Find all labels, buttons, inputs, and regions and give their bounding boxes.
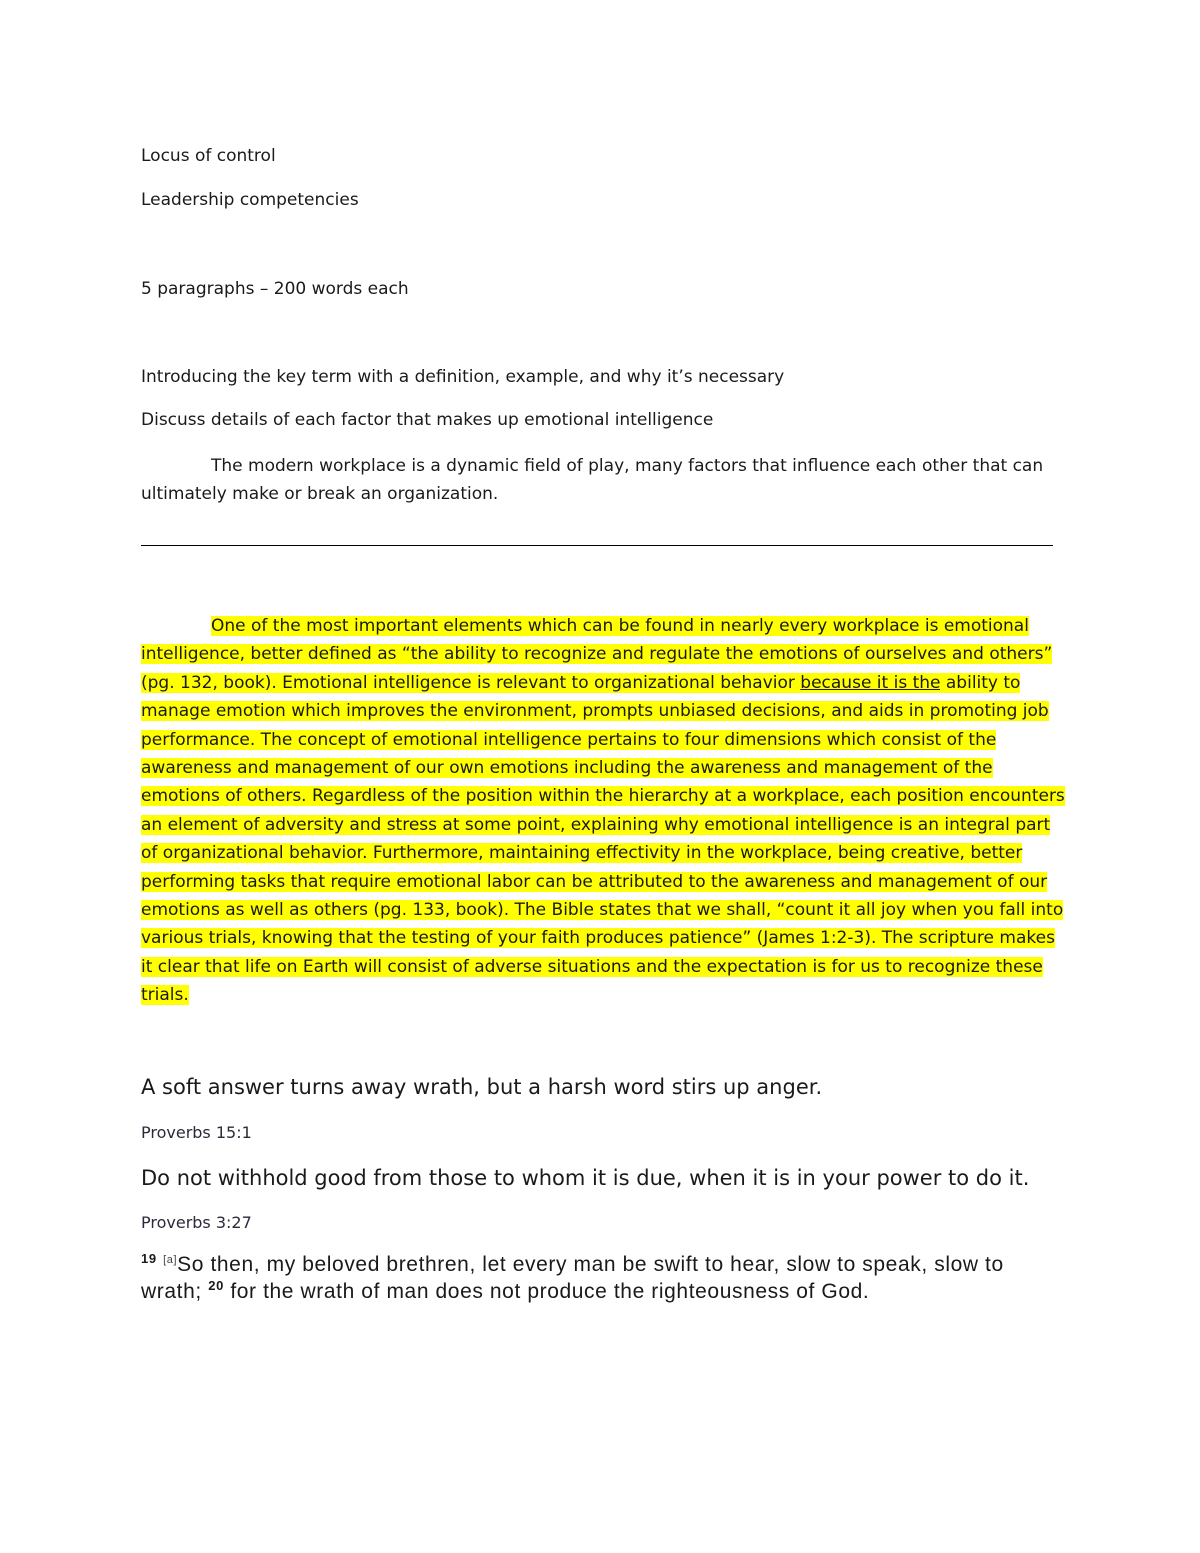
verse-number-20: 20 [208,1278,224,1293]
main-paragraph-underlined-text: because it is the [800,672,941,693]
horizontal-divider [141,545,1053,546]
proverbs-15-1-quote: A soft answer turns away wrath, but a harsh word stirs up anger. [141,1075,823,1099]
james-verse-passage [141,1251,1061,1305]
intro-paragraph: The modern workplace is a dynamic field of play, many factors that influence each other that can ultimately make or break an organization. [141,456,1044,505]
prompt-introduction: Introducing the key term with a definition, example, and why it’s necessary [141,367,785,387]
proverbs-15-1-citation: Proverbs 15:1 [141,1123,252,1142]
verse-19-text: So then, my beloved brethren, let every man be swift to hear, slow to speak, slow to wrath; [141,1253,1004,1303]
word-count-requirement: 5 paragraphs – 200 words each [141,279,409,299]
proverbs-3-27-quote: Do not withhold good from those to whom it is due, when it is in your power to do it. [141,1166,1030,1190]
proverbs-3-27-citation: Proverbs 3:27 [141,1213,252,1232]
verse-20-text: for the wrath of man does not produce the righteousness of God. [230,1280,870,1303]
prompt-discussion: Discuss details of each factor that makes up emotional intelligence [141,410,714,430]
main-paragraph-text-start: One of the most important elements which can be found in nearly every workplace is emotional intelligence, better defined as “the ability to recognize and regulate the emotions of ourselves and others” (pg. 132, book). Emotional intelligence is relevant to organizational behavior [141,616,1053,693]
heading-locus-of-control: Locus of control [141,146,276,166]
main-paragraph [141,612,1071,1010]
cross-reference-marker[interactable]: [a] [163,1254,178,1266]
verse-number-19: 19 [141,1251,157,1266]
main-paragraph-text-end: ability to manage emotion which improves the environment, prompts unbiased decisions, and aids in promoting job performance. The concept of emotional intelligence pertains to four dimensions which consist of the awareness and management of our own emotions including the awareness and management of the emotions of others. Regardless of the position within the hierarchy at a workplace, each position encounters an element of adversity and stress at some point, explaining why emotional intelligence is an integral part of organizational behavior. Furthermore, maintaining effectivity in the workplace, being creative, better performing tasks that require emotional labor can be attributed to the awareness and management of our emotions as well as others (pg. 133, book). The Bible states that we shall, “count it all joy when you fall into various trials, knowing that the testing of your faith produces patience” (James 1:2-3). The scripture makes it clear that life on Earth will consist of adverse situations and the expectation is for us to recognize these trials. [141,672,1065,1006]
heading-leadership-competencies: Leadership competencies [141,190,359,210]
